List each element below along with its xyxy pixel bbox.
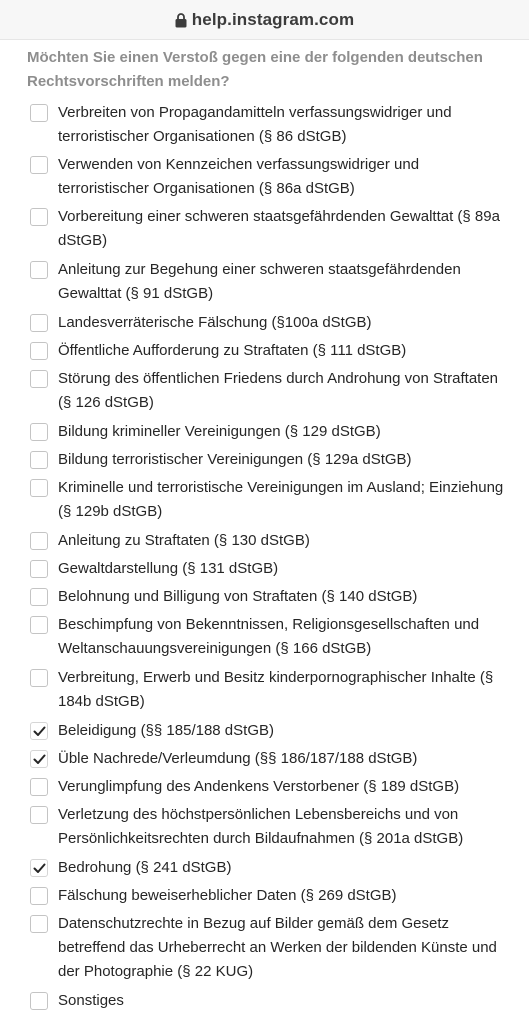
option-label: Verunglimpfung des Andenkens Verstorbener (§ 189 dStGB) [58,778,460,795]
option-checkbox[interactable] [30,560,48,578]
question-heading: Möchten Sie einen Verstoß gegen eine der folgenden deutschen Rechtsvorschriften melden? [27,49,483,90]
option-label: Verbreiten von Propagandamitteln verfassungswidriger und terroristischer Organisationen (§ 86 dStGB) [58,104,452,145]
option-checkbox[interactable] [30,479,48,497]
option-checkbox[interactable] [30,104,48,122]
checkmark-icon [33,726,46,737]
option-label: Verletzung des höchstpersönlichen Lebensbereichs und von Persönlichkeitsrechten durch Bildaufnahmen (§ 201a dStGB) [58,806,464,847]
option-checkbox[interactable] [30,370,48,388]
option-label: Anleitung zur Begehung einer schweren staatsgefährdenden Gewalttat (§ 91 dStGB) [58,261,461,302]
lock-icon [175,13,187,28]
option-checkbox[interactable] [30,669,48,687]
option-label: Störung des öffentlichen Friedens durch Androhung von Straftaten (§ 126 dStGB) [58,370,499,411]
option-checkbox[interactable] [30,859,48,877]
option-checkbox[interactable] [30,423,48,441]
option-checkbox[interactable] [30,451,48,469]
option-checkbox[interactable] [30,806,48,824]
option-checkbox[interactable] [30,156,48,174]
option-label: Verwenden von Kennzeichen verfassungswidriger und terroristischer Organisationen (§ 86a dStGB) [58,156,420,197]
option-label: Kriminelle und terroristische Vereinigungen im Ausland; Einziehung (§ 129b dStGB) [58,479,504,520]
option-label: Gewaltdarstellung (§ 131 dStGB) [58,560,279,577]
option-label: Beleidigung (§§ 185/188 dStGB) [58,722,274,739]
option-checkbox[interactable] [30,750,48,768]
option-label: Üble Nachrede/Verleumdung (§§ 186/187/188 dStGB) [58,750,418,767]
option-label: Datenschutzrechte in Bezug auf Bilder gemäß dem Gesetz betreffend das Urheberrecht an Werken der bildenden Künste und der Photographie (§ 22 KUG) [58,915,497,980]
option-label: Bedrohung (§ 241 dStGB) [58,859,232,876]
option-label: Sonstiges [58,992,124,1009]
option-label: Beschimpfung von Bekenntnissen, Religionsgesellschaften und Weltanschauungsvereinigungen (§ 166 dStGB) [58,616,480,657]
option-label: Anleitung zu Straftaten (§ 130 dStGB) [58,532,310,549]
option-checkbox[interactable] [30,887,48,905]
option-checkbox[interactable] [30,532,48,550]
option-checkbox[interactable] [30,778,48,796]
option-label: Fälschung beweiserheblicher Daten (§ 269 dStGB) [58,887,397,904]
url-text: help.instagram.com [191,9,355,29]
option-checkbox[interactable] [30,915,48,933]
option-label: Bildung krimineller Vereinigungen (§ 129 dStGB) [58,423,381,440]
option-checkbox[interactable] [30,588,48,606]
option-label: Landesverräterische Fälschung (§100a dStGB) [58,314,372,331]
option-label: Verbreitung, Erwerb und Besitz kinderpornographischer Inhalte (§ 184b dStGB) [58,669,494,710]
option-label: Bildung terroristischer Vereinigungen (§ 129a dStGB) [58,451,412,468]
option-checkbox[interactable] [30,314,48,332]
checkmark-icon [33,863,46,874]
option-checkbox[interactable] [30,722,48,740]
option-checkbox[interactable] [30,342,48,360]
option-label: Vorbereitung einer schweren staatsgefährdenden Gewalttat (§ 89a dStGB) [58,208,500,249]
option-checkbox[interactable] [30,261,48,279]
option-label: Belohnung und Billigung von Straftaten (§ 140 dStGB) [58,588,418,605]
option-checkbox[interactable] [30,208,48,226]
browser-url-bar[interactable] [0,0,529,40]
url-display[interactable] [175,10,354,30]
option-checkbox[interactable] [30,616,48,634]
checkmark-icon [33,754,46,765]
option-label: Öffentliche Aufforderung zu Straftaten (§ 111 dStGB) [58,342,407,359]
option-checkbox[interactable] [30,992,48,1010]
